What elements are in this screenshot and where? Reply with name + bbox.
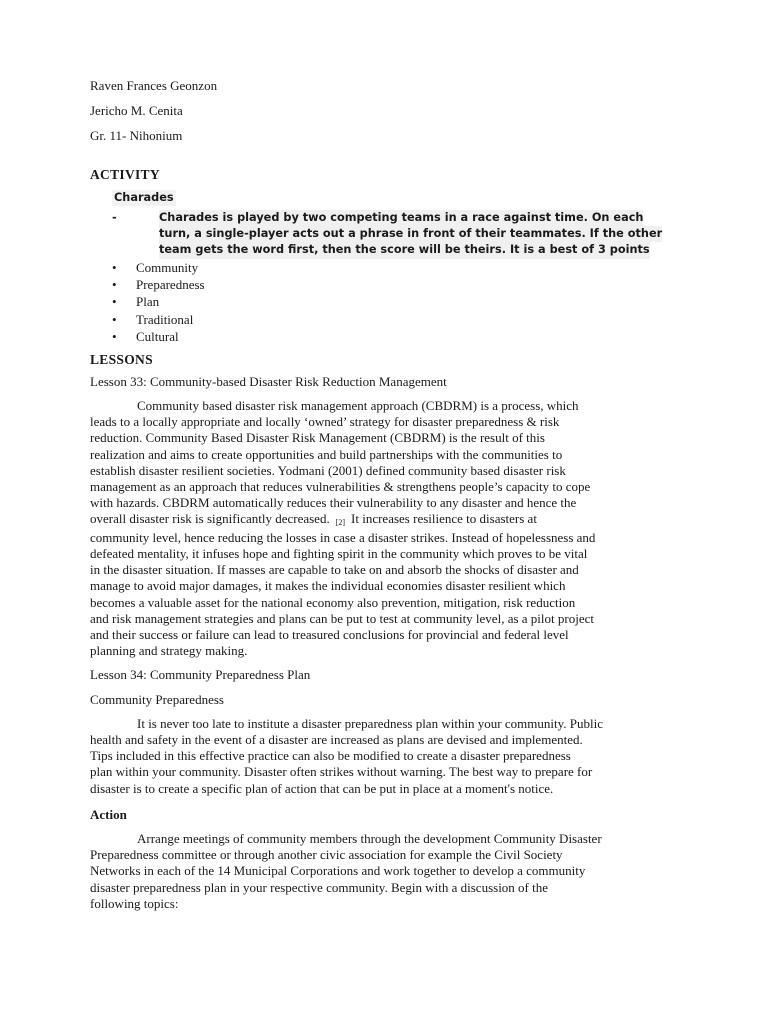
dash-marker: - (112, 211, 117, 225)
action-heading: Action (90, 806, 127, 822)
charades-word-item: • Community (112, 259, 680, 276)
lesson-33-line-8a: overall disaster risk is significantly decreased. (90, 511, 330, 527)
charades-word-item: • Cultural (112, 328, 680, 345)
lesson-33-line: realization and aims to create opportunities and build partnerships with the communities to (90, 446, 563, 462)
charades-description-line: team gets the word first, then the score will be theirs. It is a best of 3 points (159, 242, 650, 258)
lesson-33-line: and risk management strategies and plans can be put to test at community level, as a pilot project (90, 610, 594, 626)
charades-word-item: • Preparedness (112, 276, 680, 293)
lesson-33-line: reduction. Community Based Disaster Risk Management (CBDRM) is the result of this (90, 430, 545, 446)
lessons-heading: LESSONS (90, 351, 153, 367)
lesson-33-line: establish disaster resilient societies. Yodmani (2001) defined community based disaster risk (90, 462, 566, 478)
charades-description-line: Charades is played by two competing teams in a race against time. On each (159, 210, 643, 226)
action-line: following topics: (90, 895, 179, 911)
activity-heading: ACTIVITY (90, 166, 160, 182)
lesson-33-footnote-line (90, 511, 680, 529)
community-preparedness-line: It is never too late to institute a disaster preparedness plan within your community. Public (137, 715, 603, 731)
charades-word-list (112, 259, 680, 346)
lesson-33-line: defeated mentality, it infuses hope and fighting spirit in the community which proves to be vital (90, 545, 588, 561)
community-preparedness-line: plan within your community. Disaster often strikes without warning. The best way to prepare for (90, 764, 593, 780)
author-name-1: Raven Frances Geonzon (90, 78, 218, 93)
lesson-33-title: Lesson 33: Community-based Disaster Risk Reduction Management (90, 373, 447, 389)
community-preparedness-line: disaster is to create a specific plan of action that can be put in place at a moment's notice. (90, 780, 554, 796)
charades-title: Charades (112, 190, 176, 206)
action-body (90, 831, 680, 912)
lesson-33-line: leads to a locally appropriate and locally ‘owned’ strategy for disaster preparedness & risk (90, 414, 560, 430)
charades-word-item: • Traditional (112, 311, 680, 328)
community-preparedness-line: Tips included in this effective practice can also be modified to create a disaster preparedness (90, 748, 571, 764)
document-page (90, 78, 680, 912)
charades-description (112, 210, 680, 259)
lesson-34-title: Lesson 34: Community Preparedness Plan (90, 667, 311, 683)
lesson-33-line: in the disaster situation. If masses are capable to take on and absorb the shocks of disaster and (90, 562, 579, 578)
charades-description-text (159, 210, 680, 259)
footnote-reference[interactable]: [2] (335, 518, 346, 528)
lesson-33-line: manage to avoid major damages, it makes the individual economies disaster resilient which (90, 578, 566, 594)
action-line: disaster preparedness plan in your respective community. Begin with a discussion of the (90, 879, 549, 895)
charades-section (90, 189, 680, 346)
lesson-33-body (90, 398, 680, 659)
charades-description-line: turn, a single-player acts out a phrase in front of their teammates. If the other (159, 226, 662, 242)
lesson-33-line: and their success or failure can lead to treasured conclusions for provincial and federal level (90, 626, 569, 642)
grade-section: Gr. 11- Nihonium (90, 128, 183, 144)
lesson-33-line: management as an approach that reduces vulnerabilities & strengthens people’s capacity to cope (90, 479, 591, 495)
action-line: Preparedness committee or through another civic association for example the Civil Society (90, 847, 563, 863)
lesson-33-line: becomes a valuable asset for the national economy also prevention, mitigation, risk reduction (90, 594, 576, 610)
charades-word-item: • Plan (112, 293, 680, 310)
lesson-33-line: Community based disaster risk management approach (CBDRM) is a process, which (137, 398, 579, 414)
lesson-33-line: with hazards. CBDRM automatically reduces their vulnerability to any disaster and hence the (90, 495, 577, 511)
action-line: Arrange meetings of community members through the development Community Disaster (137, 830, 602, 846)
action-line: Networks in each of the 14 Municipal Corporations and work together to develop a community (90, 863, 586, 879)
lesson-33-line: community level, hence reducing the losses in case a disaster strikes. Instead of hopelessness and (90, 529, 596, 545)
lesson-33-line: planning and strategy making. (90, 643, 248, 659)
community-preparedness-line: health and safety in the event of a disaster are increased as plans are devised and implemented. (90, 731, 583, 747)
community-preparedness-title: Community Preparedness (90, 691, 224, 707)
community-preparedness-body (90, 716, 680, 797)
author-name-2: Jericho M. Cenita (90, 103, 183, 119)
lesson-33-line-8b: It increases resilience to disasters at (351, 511, 537, 527)
